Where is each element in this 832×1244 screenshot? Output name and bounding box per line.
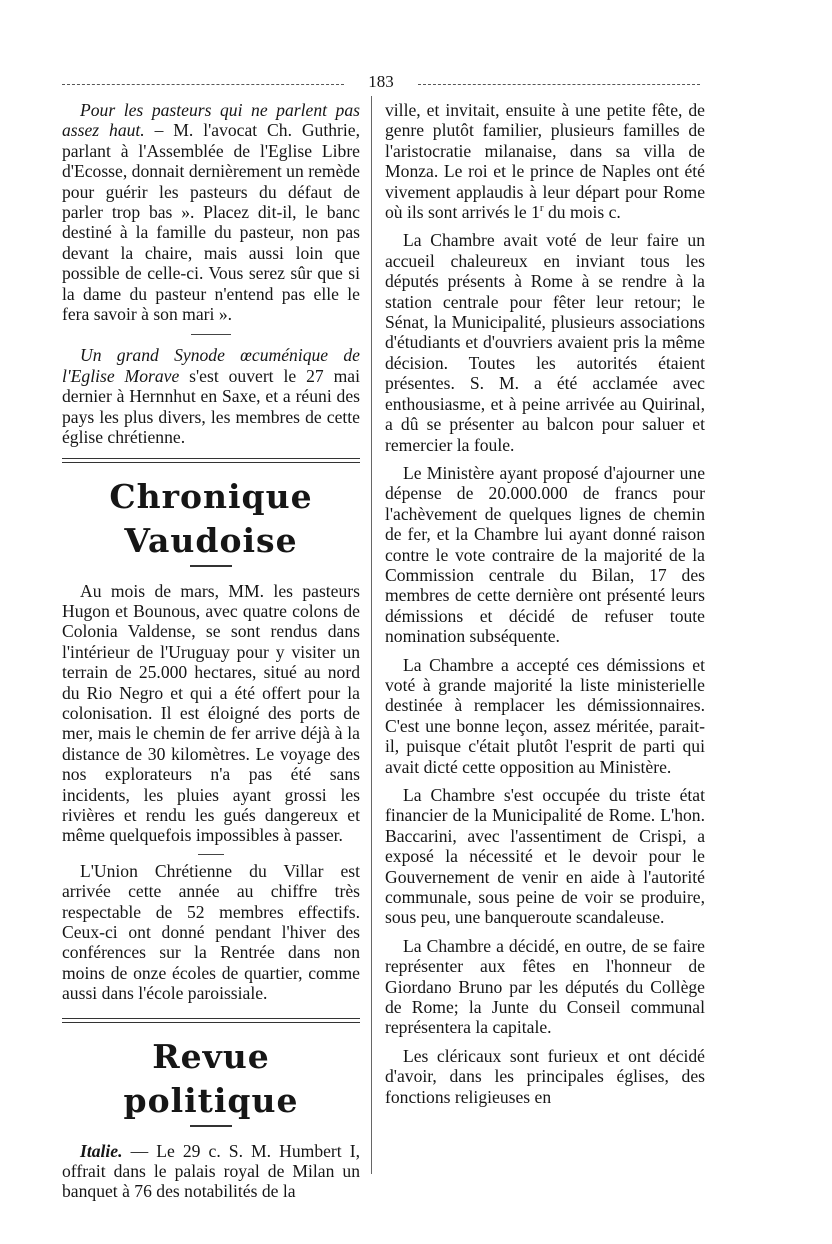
superscript: r (539, 202, 544, 215)
right-column (385, 100, 705, 1107)
section-title-revue: Revue politique (123, 1036, 299, 1120)
paragraph-union-chretienne: L'Union Chrétienne du Villar est arrivée cette année au chiffre très respectable de 52 membres effectifs. Ceux-ci ont donné pendant l'hiver des conférences sur la Rentrée dans non moins de onze écoles de quartier, comme aussi dans l'école paroissiale. (62, 860, 360, 1004)
left-column (62, 100, 360, 1202)
paragraph-text: — Le 29 c. S. M. Humbert I, offrait dans le palais royal de Milan un banquet à 76 des notabilités de la (62, 1140, 360, 1202)
title-underline (190, 565, 232, 567)
section-rule (62, 458, 360, 463)
header-rule-left (62, 84, 344, 85)
section-title-chronique: Chronique Vaudoise (109, 476, 313, 560)
paragraph-italie (62, 1141, 360, 1202)
page-header (62, 72, 700, 92)
paragraph-demissions: La Chambre a accepté ces démissions et voté à grande majorité la liste ministerielle destinée à remplacer les démissionnaires. C'est une bonne leçon, assez méritée, parait-il, puisque c'était plutôt l'esprit de parti qui avait dicté cette opposition au Ministère. (385, 654, 705, 777)
separator (198, 854, 224, 855)
paragraph-lead: Un grand Synode œcuménique de l'Eglise Morave (62, 345, 360, 386)
paragraph-text-end: du mois c. (543, 202, 621, 223)
section-rule (62, 1018, 360, 1023)
column-divider (371, 96, 372, 1174)
paragraph-lead: Italie. (80, 1140, 123, 1161)
paragraph-synode (62, 345, 360, 447)
paragraph-continuation (385, 100, 705, 222)
paragraph-text: ville, et invitait, ensuite à une petite fête, de genre plutôt familier, plusieurs familles de l'aristocratie milanaise, dans sa villa de Monza. Le roi et le prince de Naples ont été vivement applaudis à leur départ pour Rome où ils sont arrivés le 1 (385, 100, 705, 223)
title-underline (190, 1125, 232, 1127)
paragraph-municipalite: La Chambre s'est occupée du triste état financier de la Municipalité de Rome. L'hon. Baccarini, avec l'assentiment de Crispi, a exposé la nécessité et le devoir pour le Gouvernement de venir en aide à l'autorité communale, sous peine de voir se produire, sous peu, une banqueroute scandaleuse. (385, 785, 705, 928)
paragraph-pasteurs (62, 100, 360, 324)
paragraph-lead: Pour les pasteurs qui ne parlent pas assez haut. (62, 100, 360, 141)
paragraph-giordano-bruno: La Chambre a décidé, en outre, de se faire représenter aux fêtes en l'honneur de Giordano Bruno par les députés du Collège de Rome; la Junte du Conseil communal représentera la capitale. (385, 935, 705, 1038)
paragraph-ministere: Le Ministère ayant proposé d'ajourner une dépense de 20.000.000 de francs pour l'achèvement de quelques lignes de chemin de fer, et la Chambre lui ayant donné raison contre le vote contraire de la majorité de la Commission centrale du Bilan, 17 des membres de cette dernière ont présenté leurs démissions et décidé de refuser toute nomination subséquente. (385, 462, 705, 647)
separator (191, 334, 231, 335)
page-number: 183 (368, 72, 394, 91)
paragraph-chambre-accueil: La Chambre avait voté de leur faire un accueil chaleureux en inviant tous les députés présents à Rome à se rendre à la station centrale pour fêter leur retour; le Sénat, la Municipalité, plusieurs associations d'étudiants et d'ouvriers avaient pris la même décision. Toutes les autorités étaient présentes. S. M. a été acclamée avec enthousiasme, et à peine arrivée au Quirinal, a dû se présenter au balcon pour saluer et remercier la foule. (385, 230, 705, 455)
paragraph-text: – M. l'avocat Ch. Guthrie, parlant à l'Assemblée de l'Eglise Libre d'Ecosse, donnait dernièrement un remède pour guérir les pasteurs du défaut de parler trop bas ». Placez dit-il, le banc destiné à la famille du pasteur, non pas devant la chaire, mais aussi loin que possible de celle-ci. Vous serez sûr que si la dame du pasteur n'entend pas elle le fera savoir à son mari ». (62, 120, 360, 325)
paragraph-uruguay: Au mois de mars, MM. les pasteurs Hugon et Bounous, avec quatre colons de Colonia Valdense, se sont rendus dans l'intérieur de l'Uruguay pour y visiter un terrain de 25.000 hectares, situé au nord du Rio Negro et qui a été offert pour la colonisation. Il est éloigné des ports de mer, mais le chemin de fer arrive déjà à la distance de 30 kilomètres. Le voyage des nos explorateurs n'a pas été sans incidents, les pluies ayant grossi les rivières et rendu les gués dangereux et même quelquefois impossibles à passer. (62, 580, 360, 846)
paragraph-text: s'est ouvert le 27 mai dernier à Hernnhut en Saxe, et a réuni des pays les plus divers, les membres de cette église chrétienne. (62, 365, 360, 448)
paragraph-clericaux: Les cléricaux sont furieux et ont décidé d'avoir, dans les principales églises, des fonctions religieuses en (385, 1045, 705, 1107)
header-rule-right (418, 84, 700, 85)
